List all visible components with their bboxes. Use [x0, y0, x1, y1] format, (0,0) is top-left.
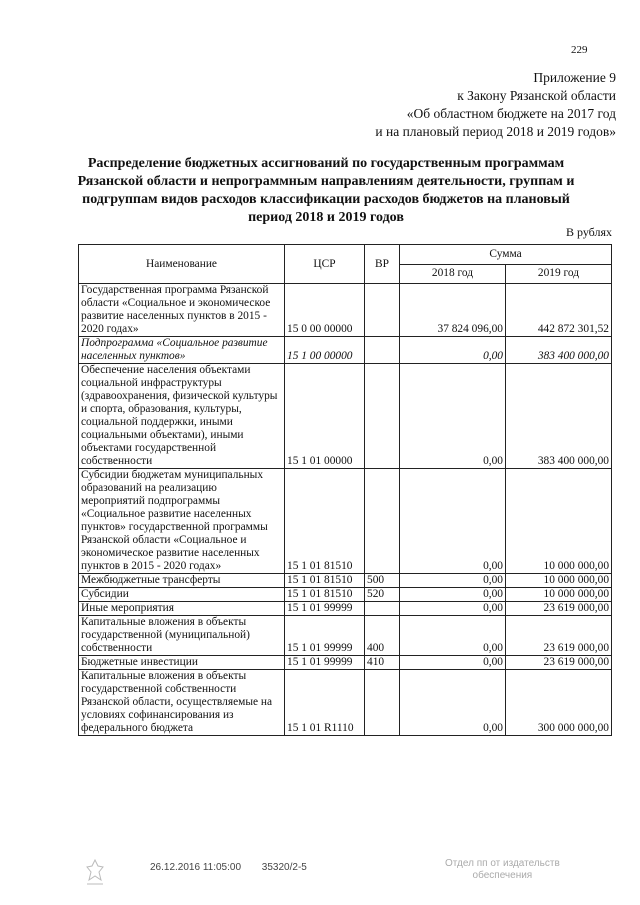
row-sum-2018: 0,00 — [400, 602, 506, 616]
header-year-2018: 2018 год — [400, 264, 506, 284]
appendix-line: к Закону Рязанской области — [457, 88, 616, 103]
row-vr: 500 — [365, 574, 400, 588]
row-sum-2018: 0,00 — [400, 337, 506, 364]
page-number: 229 — [571, 44, 588, 56]
row-csr: 15 1 01 00000 — [285, 364, 365, 469]
row-sum-2018: 0,00 — [400, 469, 506, 574]
row-csr: 15 1 00 00000 — [285, 337, 365, 364]
table-row — [79, 469, 612, 574]
table-row — [79, 574, 612, 588]
row-sum-2018: 0,00 — [400, 670, 506, 736]
row-name: Обеспечение населения объектами социальной инфраструктуры (здравоохранения, физической культуры и спорта, образования, культуры, социальной поддержки, иными социальными объектами), иными объектами государственной собственности — [79, 364, 285, 469]
row-csr: 15 0 00 00000 — [285, 284, 365, 337]
row-vr — [365, 284, 400, 337]
table-row — [79, 364, 612, 469]
emblem-icon — [83, 858, 107, 888]
header-sum: Сумма — [400, 245, 612, 265]
row-vr — [365, 469, 400, 574]
row-sum-2019: 10 000 000,00 — [506, 588, 612, 602]
row-vr: 410 — [365, 656, 400, 670]
row-name: Субсидии бюджетам муниципальных образований на реализацию мероприятий подпрограммы «Социальное развитие населенных пунктов» государственной программы Рязанской области «Социальное и экономическое развитие населенных пунктов в 2015 - 2020 годах» — [79, 469, 285, 574]
footer-datetime: 26.12.2016 11:05:00 — [150, 862, 242, 873]
units-label: В рублях — [565, 225, 612, 239]
stamp-line: Отдел пп от издательств — [445, 858, 560, 869]
row-csr: 15 1 01 81510 — [285, 588, 365, 602]
header-year-2019: 2019 год — [506, 264, 612, 284]
appendix-line: и на плановый период 2018 и 2019 годов» — [375, 124, 616, 139]
row-sum-2018: 37 824 096,00 — [400, 284, 506, 337]
header-csr: ЦСР — [285, 245, 365, 284]
row-sum-2019: 10 000 000,00 — [506, 574, 612, 588]
row-csr: 15 1 01 81510 — [285, 574, 365, 588]
row-vr — [365, 337, 400, 364]
row-sum-2018: 0,00 — [400, 656, 506, 670]
row-sum-2019: 23 619 000,00 — [506, 656, 612, 670]
footer — [150, 862, 307, 873]
table-row — [79, 337, 612, 364]
table-row — [79, 670, 612, 736]
row-name: Капитальные вложения в объекты государственной собственности Рязанской области, осуществляемые на условиях софинансирования из федерального бюджета — [79, 670, 285, 736]
row-name: Бюджетные инвестиции — [79, 656, 285, 670]
header-vr: ВР — [365, 245, 400, 284]
row-csr: 15 1 01 99999 — [285, 616, 365, 656]
row-csr: 15 1 01 99999 — [285, 656, 365, 670]
row-sum-2019: 23 619 000,00 — [506, 616, 612, 656]
stamp-line: обеспечения — [472, 870, 533, 881]
budget-table — [78, 244, 612, 736]
row-sum-2018: 0,00 — [400, 364, 506, 469]
footer-doc-id: 35320/2-5 — [261, 862, 307, 873]
table-row — [79, 656, 612, 670]
header-name: Наименование — [79, 245, 285, 284]
appendix-line: Приложение 9 — [533, 70, 616, 85]
row-name: Иные мероприятия — [79, 602, 285, 616]
table-row — [79, 602, 612, 616]
row-sum-2019: 23 619 000,00 — [506, 602, 612, 616]
row-sum-2019: 442 872 301,52 — [506, 284, 612, 337]
row-name: Государственная программа Рязанской области «Социальное и экономическое развитие населенных пунктов в 2015 - 2020 годах» — [79, 284, 285, 337]
table-row — [79, 588, 612, 602]
row-sum-2018: 0,00 — [400, 574, 506, 588]
row-name: Капитальные вложения в объекты государственной (муниципальной) собственности — [79, 616, 285, 656]
row-csr: 15 1 01 99999 — [285, 602, 365, 616]
table-row — [79, 284, 612, 337]
row-sum-2019: 300 000 000,00 — [506, 670, 612, 736]
row-sum-2019: 383 400 000,00 — [506, 364, 612, 469]
row-vr — [365, 602, 400, 616]
row-csr: 15 1 01 81510 — [285, 469, 365, 574]
row-sum-2018: 0,00 — [400, 616, 506, 656]
row-sum-2019: 383 400 000,00 — [506, 337, 612, 364]
row-sum-2018: 0,00 — [400, 588, 506, 602]
table-row — [79, 616, 612, 656]
row-vr: 400 — [365, 616, 400, 656]
row-name: Подпрограмма «Социальное развитие населенных пунктов» — [79, 337, 285, 364]
row-vr — [365, 364, 400, 469]
row-name: Межбюджетные трансферты — [79, 574, 285, 588]
row-name: Субсидии — [79, 588, 285, 602]
row-vr — [365, 670, 400, 736]
row-vr: 520 — [365, 588, 400, 602]
row-sum-2019: 10 000 000,00 — [506, 469, 612, 574]
row-csr: 15 1 01 R1110 — [285, 670, 365, 736]
document-title: Распределение бюджетных ассигнований по государственным программам Рязанской области и непрограммным направлениям деятельности, группам и подгруппам видов расходов классификации расходов бюджетов на плановый период 2018 и 2019 годов — [77, 156, 575, 225]
appendix-line: «Об областном бюджете на 2017 год — [406, 106, 616, 121]
appendix-block — [375, 69, 616, 141]
stamp-text — [445, 858, 560, 882]
